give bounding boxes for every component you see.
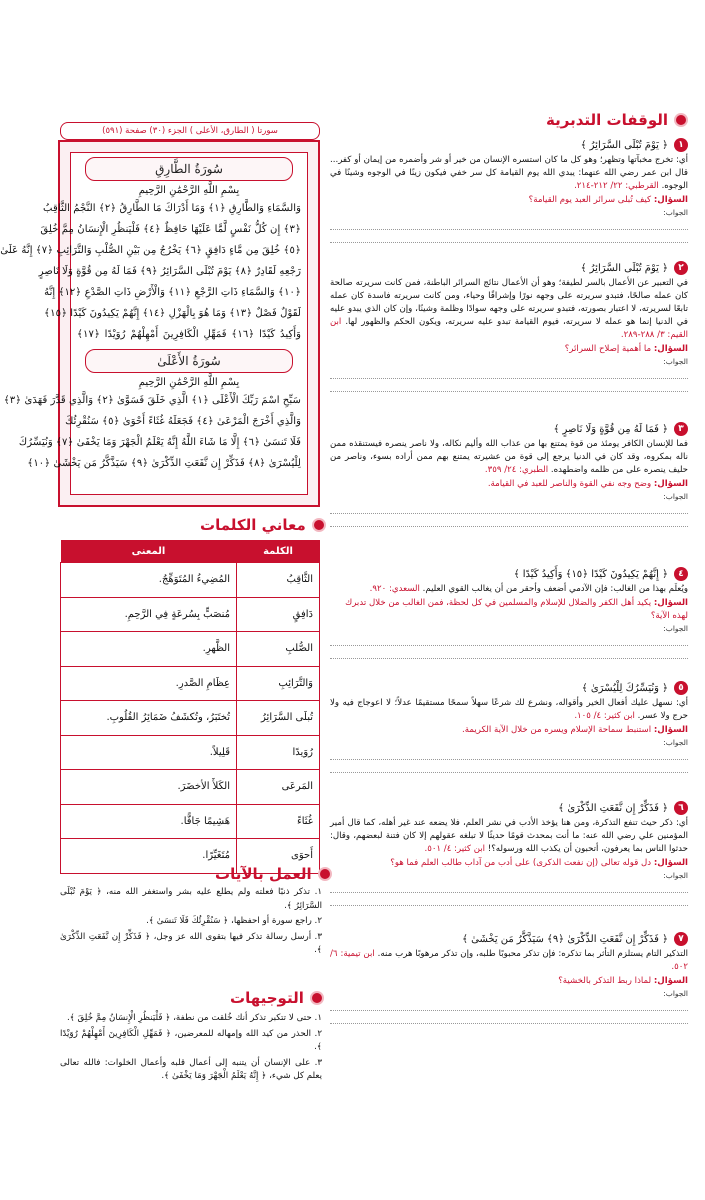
col-meaning-header: المعنى — [61, 540, 237, 563]
table-row — [61, 597, 320, 632]
question-text: لماذا ربط التذكر بالخشية؟ — [558, 976, 652, 986]
reflection-text: أي: تخرج مخبآتها وتظهر؛ وهو كل ما كان استسره الإنسان من خير أو شر وأضمره من إيمان أو كفر... قال ابن عمر رضي الله عنهما: يبدي الله يوم القيامة كل سر خفي فيكون زينًا في الوجوه وشينًا في الوجوه. — [330, 155, 688, 191]
answer-label: الجواب: — [663, 738, 688, 747]
reflections-title: الوقفات التدبرية — [330, 108, 688, 132]
quran-line: وَأَكِيدُ كَيْدًا ﴿١٦﴾ فَمَهِّلِ الْكَافِرِينَ أَمْهِلْهُمْ رُوَيْدًا ﴿١٧﴾ — [77, 329, 301, 340]
reflection-head — [330, 261, 688, 275]
words-table — [60, 540, 320, 874]
reflection-source: الطبري: ٢٤/ ٣٥٩. — [484, 465, 549, 475]
flower-icon — [312, 518, 326, 532]
answer-line — [330, 760, 688, 773]
reflection-body — [330, 817, 688, 856]
table-row — [61, 804, 320, 839]
reflection-ayah: ﴿ إِنَّهُمْ يَكِيدُونَ كَيْدًا ﴿١٥﴾ وَأَكِيدُ كَيْدًا ﴾ — [513, 568, 668, 580]
reflection-body — [330, 948, 688, 974]
surah-banner-tariq: سُورَةُ الطَّارِقِ — [85, 157, 293, 181]
quran-line: لِلْيُسْرَىٰ ﴿٨﴾ فَذَكِّرْ إِن نَّفَعَتِ الذِّكْرَىٰ ﴿٩﴾ سَيَذَّكَّرُ مَن يَخْشَىٰ ﴿١٠﴾ — [27, 458, 301, 469]
word-cell: الثَّاقِبُ — [237, 563, 320, 598]
basmala: بِسْمِ اللَّهِ الرَّحْمَٰنِ الرَّحِيمِ — [138, 185, 240, 196]
basmala: بِسْمِ اللَّهِ الرَّحْمَٰنِ الرَّحِيمِ — [138, 377, 240, 388]
word-cell: المَرعَى — [237, 770, 320, 805]
answer-label: الجواب: — [663, 624, 688, 633]
reflection-source: ابن كثير: ٤/ ٥٠١. — [424, 844, 486, 854]
quran-line: وَالَّذِي أَخْرَجَ الْمَرْعَىٰ ﴿٤﴾ فَجَعَلَهُ غُثَاءً أَحْوَىٰ ﴿٥﴾ سَنُقْرِئُكَ — [65, 416, 301, 427]
answer-label: الجواب: — [663, 208, 688, 217]
word-cell: وَالتَّرَائِبِ — [237, 666, 320, 701]
answer-line — [330, 1011, 688, 1024]
answer-label: الجواب: — [663, 492, 688, 501]
reflection-text: أي: نسهل عليك أفعال الخير وأقواله، ونشرع لك شرعًا سهلاً سمحًا مستقيمًا عدلاً؛ لا اعوجاج فيه ولا حرج ولا عسر. — [330, 698, 688, 721]
reflection-number: ٧ — [674, 932, 688, 946]
meaning-cell: عِظَامِ الصَّدرِ. — [61, 666, 237, 701]
table-row — [61, 770, 320, 805]
reflection-number: ٢ — [674, 261, 688, 275]
question-text: ما أهمية إصلاح السرائر؟ — [564, 344, 652, 354]
reflection-body — [330, 277, 688, 342]
reflection-body — [330, 583, 688, 596]
table-row — [61, 632, 320, 667]
table-header-row — [61, 540, 320, 563]
action-list — [60, 886, 322, 960]
reflection-number: ٣ — [674, 422, 688, 436]
reflection-item — [330, 138, 688, 243]
reflection-ayah: ﴿ وَنُيَسِّرُكَ لِلْيُسْرَىٰ ﴾ — [581, 682, 668, 694]
question-text: يكيد أهل الكفر والضلال للإسلام والمسلمين في كل لحظة، فمن الغالب من خلال تدبرك لهذه الآية؟ — [345, 598, 688, 621]
reflection-head — [330, 681, 688, 695]
reflection-question — [330, 478, 688, 491]
meaning-cell: مُتَغَيِّرًا. — [61, 839, 237, 874]
quran-frame — [0, 140, 320, 507]
list-item: ١. حتى لا تتكبر تذكر أنك خُلقت من نطفة، ﴿ فَلْيَنظُرِ الْإِنسَانُ مِمَّ خُلِقَ ﴾. — [66, 1013, 322, 1023]
reflection-text: أي: ذكر حيث تنفع التذكرة، ومن هنا يؤخذ الأدب في نشر العلم، فلا يضعه عند غير أهله، كما قال أمير المؤمنين علي رضي الله عنه: ما أنت بمحدث قومًا حديثًا لا تبلغه عقولهم إلا كان فتنة لبعضهم، وقال: حدثوا الناس بما يعرفون، أتحبون أن يكذب الله ورسوله؟! — [330, 818, 688, 854]
reflection-question — [330, 857, 688, 870]
meaning-cell: الظَّهرِ. — [61, 632, 237, 667]
table-row — [61, 735, 320, 770]
word-cell: رُوَيدًا — [237, 735, 320, 770]
meaning-cell: قَلِيلاً. — [61, 735, 237, 770]
meaning-cell: تُختَبَرُ، وتُكشَفُ ضَمَائِرُ القُلُوبِ. — [61, 701, 237, 736]
quran-page-header: سورتا ( الطارق، الأعلى ) الجزء (٣٠) صفحة (٥٩١) — [60, 122, 320, 140]
quran-text-area — [0, 152, 308, 495]
question-label: السؤال: — [653, 858, 688, 868]
reflection-question — [330, 975, 688, 988]
answer-line — [330, 366, 688, 379]
reflection-text: فما للإنسان الكافر يومئذ من قوة يمتنع بها من عذاب الله وأليم نكاله، ولا ناصر ينصره فيستنقذه ممن ناله بمكروه، وقد كان في الدنيا يرجع إلى قوة من عشيرته يمتنع بهم ممن أراده بسوء، وناصر من حليف ينصره على من ظلمه واضطهده. — [330, 439, 688, 475]
answer-line — [330, 514, 688, 527]
question-text: دل قوله تعالى (إن نفعت الذكرى) على أدب من آداب طالب العلم فما هو؟ — [390, 858, 652, 868]
reflection-source: ابن القيم: ٣/ ٢٨٨-٢٨٩. — [330, 317, 688, 340]
reflection-ayah: ﴿ فَذَكِّرْ إِن نَّفَعَتِ الذِّكْرَىٰ ﴿٩﴾ سَيَذَّكَّرُ مَن يَخْشَىٰ ﴾ — [462, 933, 668, 945]
quran-line: ﴿٥﴾ خُلِقَ مِن مَّاءٍ دَافِقٍ ﴿٦﴾ يَخْرُجُ مِن بَيْنِ الصُّلْبِ وَالتَّرَائِبِ ﴿٧﴾ إِنَّهُ عَلَىٰ — [0, 245, 301, 256]
reflection-item — [330, 801, 688, 906]
table-row — [61, 701, 320, 736]
col-word-header: الكلمة — [237, 540, 320, 563]
action-title: العمل بالآيات — [215, 862, 332, 886]
answer-line — [330, 217, 688, 230]
meaning-cell: مُنصَبٍّ بِسُرعَةٍ فِي الرَّحِمِ. — [61, 597, 237, 632]
words-body — [61, 563, 320, 874]
answer-line — [330, 633, 688, 646]
reflection-source: السعدي: ٩٢٠. — [369, 584, 420, 594]
quran-line: ﴿١٠﴾ وَالسَّمَاءِ ذَاتِ الرَّجْعِ ﴿١١﴾ وَالْأَرْضِ ذَاتِ الصَّدْعِ ﴿١٢﴾ إِنَّهُ — [44, 287, 301, 298]
reflection-text: ويُعلَم بهذا من الغالب: فإن الآدمي أضعف وأحقر من أن يغالب القوي العليم. — [422, 584, 688, 594]
answer-line — [330, 230, 688, 243]
answer-line — [330, 747, 688, 760]
reflection-question — [330, 597, 688, 623]
guidance-title: التوجيهات — [230, 986, 324, 1010]
reflection-head — [330, 567, 688, 581]
reflection-head — [330, 138, 688, 152]
reflections-list — [330, 138, 688, 1024]
reflection-body — [330, 154, 688, 193]
reflection-number: ١ — [674, 138, 688, 152]
reflection-item — [330, 261, 688, 392]
meaning-cell: المُضِيءُ المُتَوَهِّجُ. — [61, 563, 237, 598]
answer-label: الجواب: — [663, 357, 688, 366]
table-row — [61, 666, 320, 701]
quran-line: رَجْعِهِ لَقَادِرٌ ﴿٨﴾ يَوْمَ تُبْلَى السَّرَائِرُ ﴿٩﴾ فَمَا لَهُ مِن قُوَّةٍ وَلَا نَاصِرٍ — [38, 266, 301, 277]
guidance-list — [60, 1012, 322, 1086]
reflection-question — [330, 724, 688, 737]
reflection-question — [330, 343, 688, 356]
question-text: وضح وجه نفي القوة والناصر للعبد في القيامة. — [487, 479, 652, 489]
reflection-number: ٤ — [674, 567, 688, 581]
reflection-ayah: ﴿ فَذَكِّرْ إِن نَّفَعَتِ الذِّكْرَىٰ ﴾ — [558, 802, 668, 814]
list-item: ٢. الحذر من كيد الله وإمهاله للمعرضين، ﴿ فَمَهِّلِ الْكَافِرِينَ أَمْهِلْهُمْ رُوَيْدًا ﴾. — [60, 1028, 322, 1052]
meaning-cell: هَشِيمًا جَافًّا. — [61, 804, 237, 839]
word-cell: تُبلَى السَّرَائِرُ — [237, 701, 320, 736]
reflection-source: ابن كثير: ٤/ ١٠٥. — [574, 711, 635, 721]
reflection-body — [330, 697, 688, 723]
reflection-item — [330, 567, 688, 659]
flower-icon — [318, 867, 332, 881]
reflection-head — [330, 932, 688, 946]
quran-line: سَبِّحِ اسْمَ رَبِّكَ الْأَعْلَى ﴿١﴾ الَّذِي خَلَقَ فَسَوَّىٰ ﴿٢﴾ وَالَّذِي قَدَّرَ فَهَدَىٰ ﴿٣﴾ — [3, 395, 301, 406]
reflection-item — [330, 932, 688, 1024]
answer-label: الجواب: — [663, 989, 688, 998]
word-cell: الصُّلبِ — [237, 632, 320, 667]
list-item: ٢. راجع سورة أو احفظها، ﴿ سَنُقْرِئُكَ فَلَا تَنسَىٰ ﴾. — [146, 916, 322, 926]
reflection-number: ٦ — [674, 801, 688, 815]
list-item: ٣. أرسل رسالة تذكر فيها بتقوى الله عز وجل، ﴿ فَذَكِّرْ إِن نَّفَعَتِ الذِّكْرَىٰ ﴾. — [60, 931, 322, 955]
table-row — [61, 563, 320, 598]
answer-line — [330, 998, 688, 1011]
answer-line — [330, 893, 688, 906]
reflection-item — [330, 422, 688, 527]
reflection-item — [330, 681, 688, 773]
word-cell: دَافِقٍ — [237, 597, 320, 632]
question-label: السؤال: — [653, 725, 688, 735]
quran-line: لَقَوْلٌ فَصْلٌ ﴿١٣﴾ وَمَا هُوَ بِالْهَزْلِ ﴿١٤﴾ إِنَّهُمْ يَكِيدُونَ كَيْدًا ﴿١٥﴾ — [44, 308, 301, 319]
quran-line: وَالسَّمَاءِ وَالطَّارِقِ ﴿١﴾ وَمَا أَدْرَاكَ مَا الطَّارِقُ ﴿٢﴾ النَّجْمُ الثَّاقِبُ — [43, 203, 301, 214]
reflection-source: القرطبي: ٢٢/ ٢١٢-٢١٤. — [574, 181, 659, 191]
answer-line — [330, 880, 688, 893]
answer-line — [330, 646, 688, 659]
quran-line: ﴿٣﴾ إِن كُلُّ نَفْسٍ لَّمَّا عَلَيْهَا حَافِظٌ ﴿٤﴾ فَلْيَنظُرِ الْإِنسَانُ مِمَّ خُلِقَ — [40, 224, 301, 235]
reflection-text: التذكير التام يستلزم التأثر بما تذكره: فإن تذكر محبوبًا طلبه، وإن تذكر مرهوبًا هرب منه. — [377, 949, 688, 959]
reflections-column — [330, 108, 688, 1024]
question-label: السؤال: — [653, 976, 688, 986]
surah-banner-ala: سُورَةُ الأَعْلَىٰ — [85, 349, 293, 373]
reflection-text: في التعبير عن الأعمال بالسر لطيفة؛ وهو أن الأعمال نتائج السرائر الباطنة، فمن كانت سريرته صالحة كان عمله صالحًا، فتبدو سريرته على وجهه نورًا وإشراقًا وحياء، ومن كانت سريرته فاسدة كان عمله تابعًا لسريرته، لا اعتبار بصورته، فتبدو سريرته على وجهه سوادًا وظلمة وشينًا، وإن كان الذي يبدو عليه في الدنيا إنما هو عمله لا سريرته، فيوم القيامة تبدو عليه سريرته، ويكون الحكم والظهور لها. — [330, 278, 688, 327]
question-label: السؤال: — [653, 344, 688, 354]
flower-icon — [310, 991, 324, 1005]
question-text: استنبط سماحة الإسلام ويسره من خلال الآية الكريمة. — [462, 725, 652, 735]
reflection-ayah: ﴿ يَوْمَ تُبْلَى السَّرَائِرُ ﴾ — [580, 262, 668, 274]
reflection-head — [330, 801, 688, 815]
quran-page — [0, 122, 320, 507]
meaning-cell: الكَلأَ الأخضَرَ. — [61, 770, 237, 805]
answer-line — [330, 501, 688, 514]
list-item: ٣. على الإنسان أن يتنبه إلى أعمال قلبه وأعمال الخلوات: فالله تعالى يعلم كل شيء، ﴿ إِنَّهُ يَعْلَمُ الْجَهْرَ وَمَا يَخْفَىٰ ﴾. — [60, 1057, 322, 1081]
surah-tariq-text — [0, 198, 307, 345]
answer-label: الجواب: — [663, 871, 688, 880]
word-cell: غُثَاءً — [237, 804, 320, 839]
answer-line — [330, 379, 688, 392]
quran-line: فَلَا تَنسَىٰ ﴿٦﴾ إِلَّا مَا شَاءَ اللَّهُ إِنَّهُ يَعْلَمُ الْجَهْرَ وَمَا يَخْفَىٰ ﴿٧﴾ وَنُيَسِّرُكَ — [18, 437, 301, 448]
word-cell: أَحوَى — [237, 839, 320, 874]
reflection-number: ٥ — [674, 681, 688, 695]
surah-ala-text — [3, 390, 307, 474]
question-text: كيف تُبلى سرائر العبد يوم القيامة؟ — [528, 195, 652, 205]
reflection-head — [330, 422, 688, 436]
question-label: السؤال: — [653, 195, 688, 205]
reflection-ayah: ﴿ فَمَا لَهُ مِن قُوَّةٍ وَلَا نَاصِرٍ ﴾ — [553, 423, 668, 435]
question-label: السؤال: — [653, 479, 688, 489]
reflection-source: ابن تيمية: ٦/ ٥٠٢. — [330, 949, 688, 972]
question-label: السؤال: — [653, 598, 688, 608]
list-item: ١. تذكر ذنبًا فعلته ولم يطلع عليه بشر واستغفر الله منه، ﴿ يَوْمَ تُبْلَى السَّرَائِرُ ﴾. — [60, 887, 322, 911]
reflection-ayah: ﴿ يَوْمَ تُبْلَى السَّرَائِرُ ﴾ — [580, 139, 668, 151]
reflection-question — [330, 194, 688, 207]
words-title: معاني الكلمات — [200, 513, 326, 537]
flower-icon — [674, 113, 688, 127]
reflection-body — [330, 438, 688, 477]
